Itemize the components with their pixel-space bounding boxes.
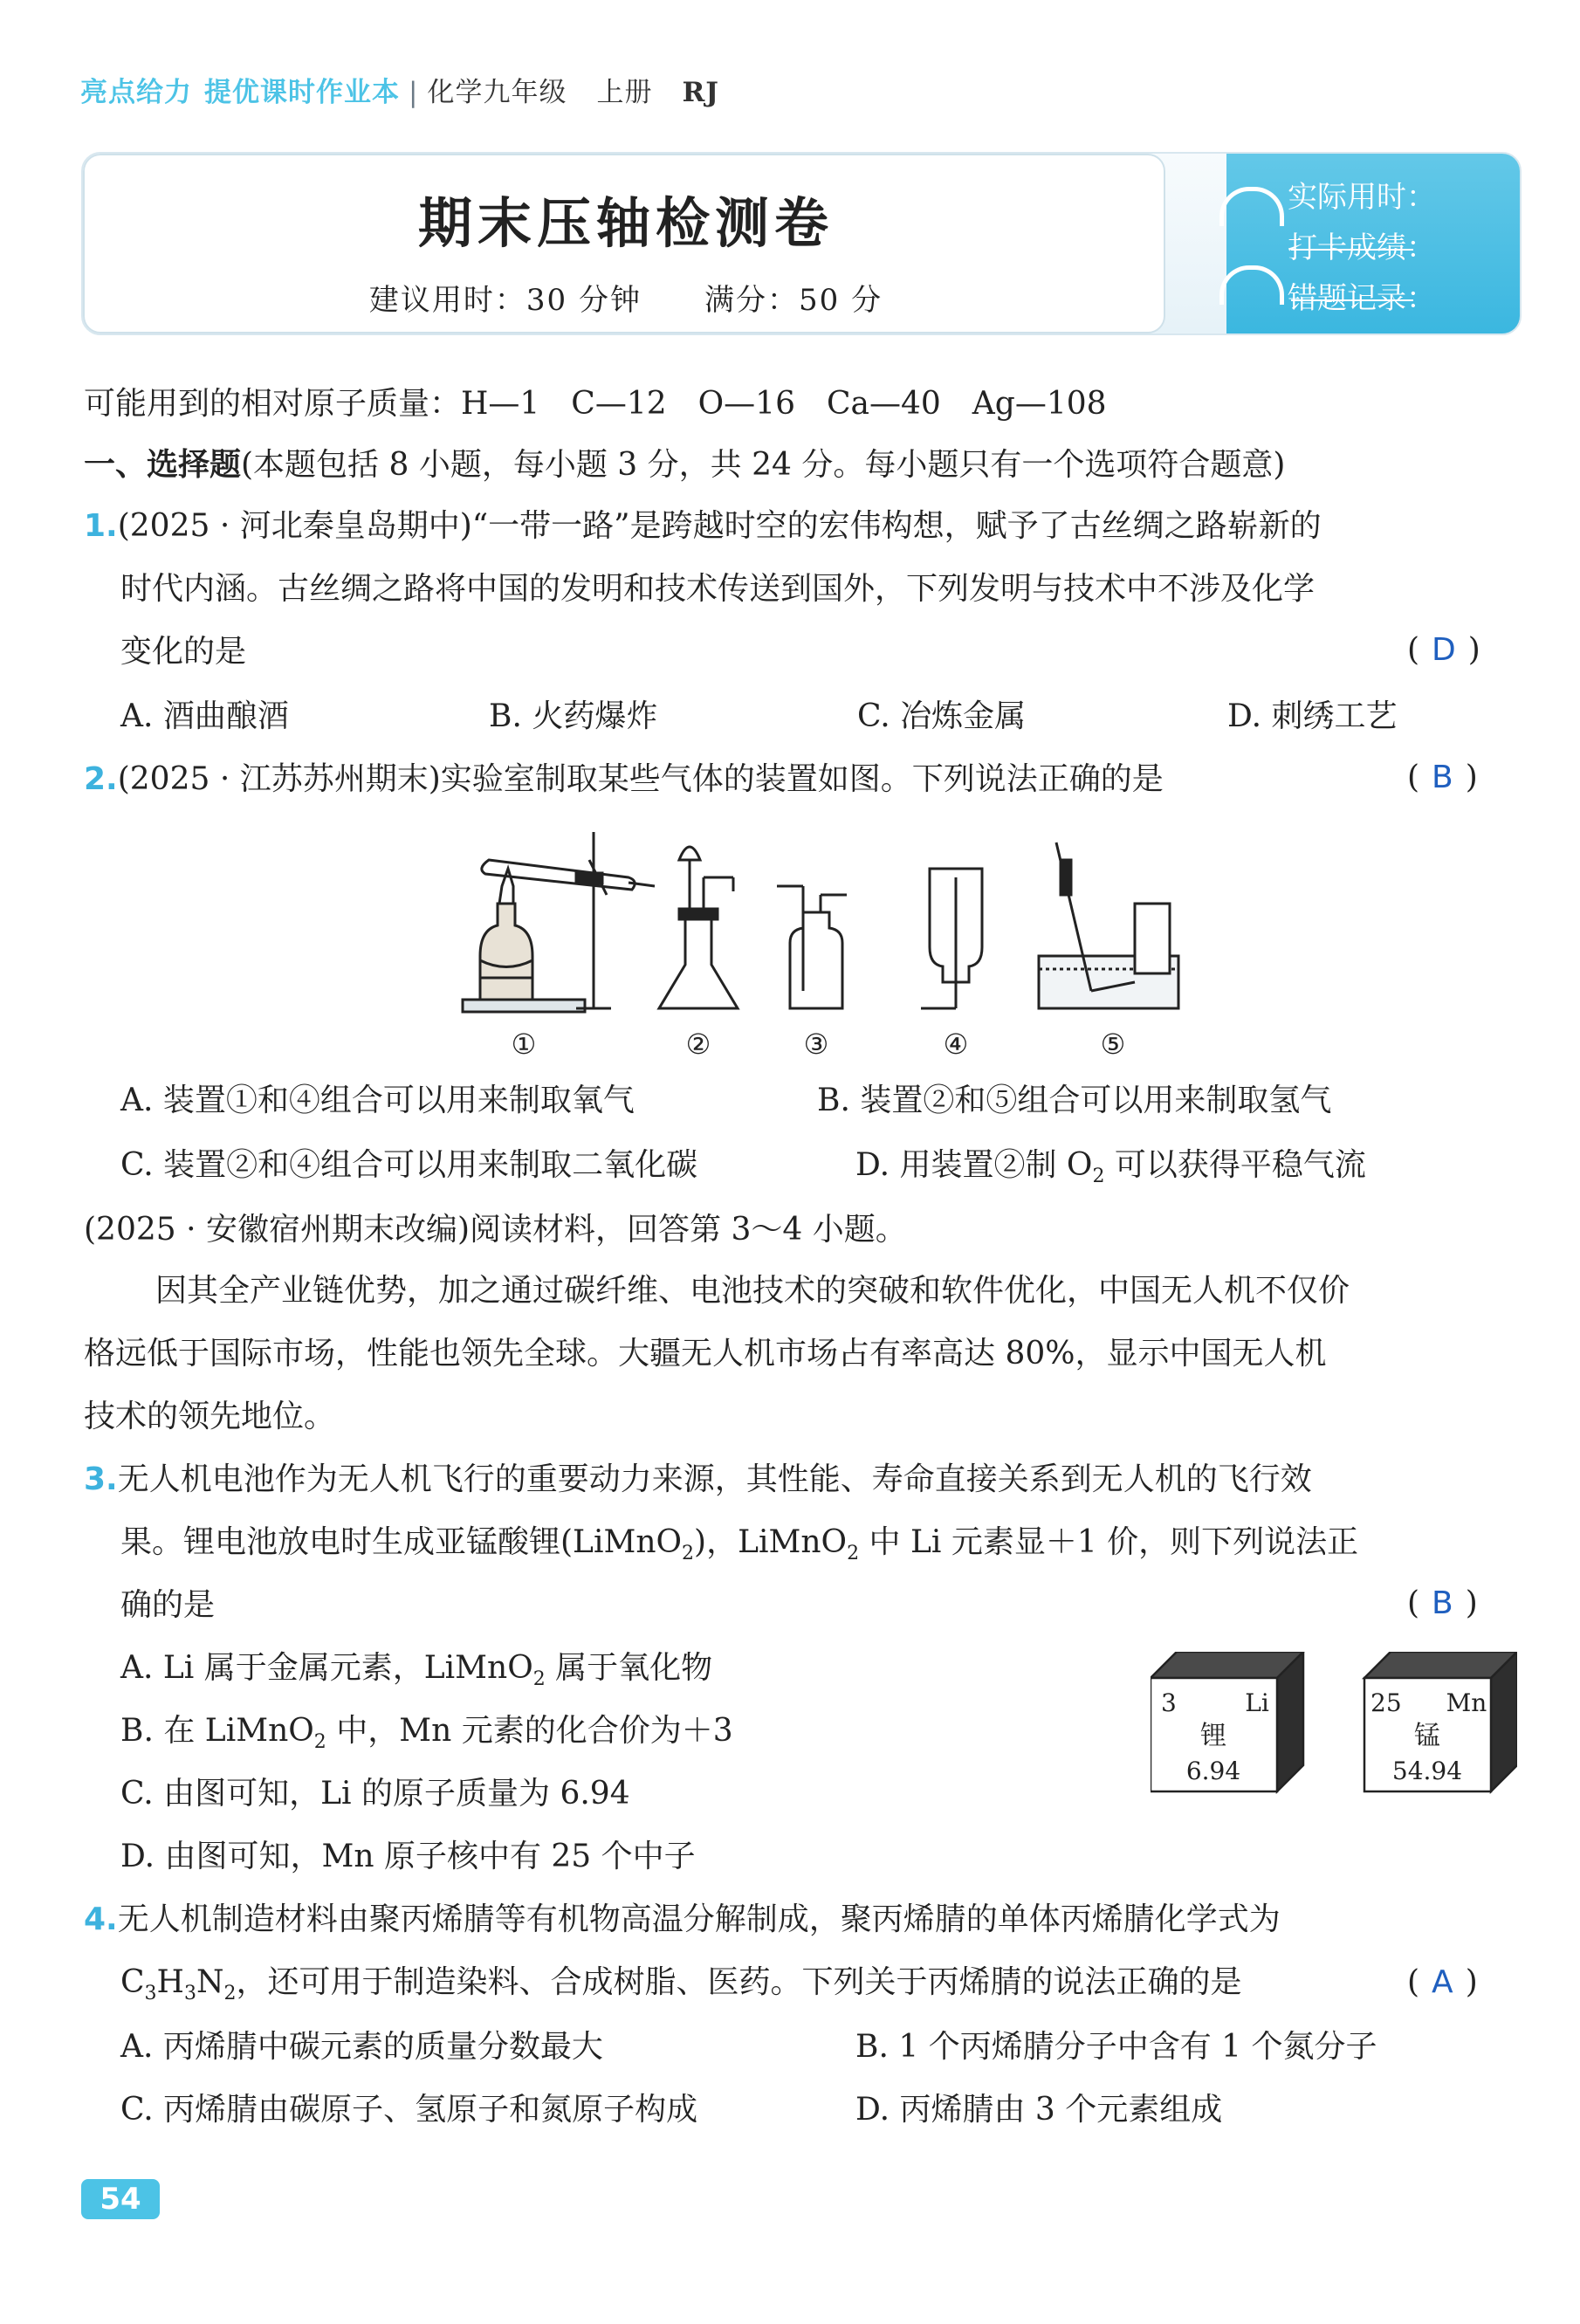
q2-option-a: A. 装置①和④组合可以用来制取氧气 — [120, 1083, 635, 1118]
volume: 上册 — [596, 77, 653, 108]
series-name: 提优课时作业本 — [204, 77, 400, 108]
apparatus-3-gas-bottle — [777, 886, 847, 1008]
page-number: 54 — [81, 2179, 160, 2219]
hook-icon — [1219, 187, 1284, 226]
edition: RJ — [682, 77, 719, 108]
q4-line1: 4.无人机制造材料由聚丙烯腈等有机物高温分解制成，聚丙烯腈的单体丙烯腈化学式为 — [84, 1901, 1281, 1937]
apparatus-1-heating-setup — [463, 832, 655, 1012]
q1-option-c: C. 冶炼金属 — [857, 698, 1027, 734]
apparatus-label-2: ② — [685, 1028, 711, 1061]
apparatus-figure — [445, 825, 1187, 1061]
brand-name: 亮点给力 — [80, 77, 192, 108]
q2-answer: ( B ) — [1407, 760, 1478, 795]
q4-answer: ( A ) — [1407, 1964, 1478, 2000]
q3-line3: 确的是 — [120, 1587, 216, 1623]
q1-option-a: A. 酒曲酿酒 — [120, 698, 289, 734]
q1-line1: 1.(2025 · 河北秦皇岛期中)“一带一路”是跨越时空的宏伟构想，赋予了古丝绸之路崭新的 — [84, 508, 1322, 544]
record-panel — [1226, 154, 1522, 333]
title-banner — [81, 152, 1522, 335]
banner-subtitle — [85, 276, 1167, 319]
q2-option-d: D. 用装置②制 $O_2$ 可以获得平稳气流 — [855, 1147, 1366, 1188]
li-name: 锂 — [1200, 1721, 1226, 1751]
li-atomic-number: 3 — [1161, 1688, 1177, 1717]
q2-line1: 2.(2025 · 江苏苏州期末)实验室制取某些气体的装置如图。下列说法正确的是 — [84, 761, 1164, 797]
q3-option-d: D. 由图可知，Mn 原子核中有 25 个中子 — [120, 1839, 696, 1874]
page-title: 期末压轴检测卷 — [417, 191, 834, 255]
q1-number: 1. — [84, 508, 118, 544]
mn-atomic-number: 25 — [1370, 1688, 1402, 1717]
q2-number: 2. — [84, 761, 118, 797]
q1-answer: ( D ) — [1407, 632, 1480, 668]
li-atomic-mass: 6.94 — [1185, 1757, 1241, 1785]
q4-line2: $C_3H_3N_2$，还可用于制造染料、合成树脂、医药。下列关于丙烯腈的说法正确的是 — [120, 1964, 1242, 2005]
q3-option-c: C. 由图可知，Li 的原子质量为 6.94 — [120, 1776, 630, 1812]
full-score: 满分：50 分 — [704, 283, 883, 318]
mn-symbol: Mn — [1446, 1688, 1487, 1717]
apparatus-2-conical-flask — [659, 847, 738, 1008]
q3-option-a: A. Li 属于金属元素，LiMnO$_2$ 属于氧化物 — [120, 1650, 713, 1691]
q4-option-d: D. 丙烯腈由 3 个元素组成 — [855, 2092, 1223, 2128]
q4-option-b: B. 1 个丙烯腈分子中含有 1 个氮分子 — [855, 2029, 1377, 2065]
section-note: (本题包括 8 小题，每小题 3 分，共 24 分。每小题只有一个选项符合题意) — [241, 447, 1286, 483]
q4-option-c: C. 丙烯腈由碳原子、氢原子和氮原子构成 — [120, 2092, 698, 2128]
q2-option-c: C. 装置②和④组合可以用来制取二氧化碳 — [120, 1147, 698, 1183]
q4-number: 4. — [84, 1901, 118, 1937]
q3-option-b: B. 在 LiMnO$_2$ 中，Mn 元素的化合价为＋3 — [120, 1713, 733, 1754]
atomic-masses: 可能用到的相对原子质量：H—1 C—12 O—16 Ca—40 Ag—108 — [84, 386, 1107, 422]
q1-option-b: B. 火药爆炸 — [489, 698, 658, 734]
q3-number: 3. — [84, 1461, 118, 1497]
suggested-time: 建议用时：30 分钟 — [368, 283, 642, 318]
section-title: 一、选择题 — [84, 447, 242, 483]
q1-option-d: D. 刺绣工艺 — [1227, 698, 1398, 734]
running-header: 亮点给力 提优课时作业本 | 化学九年级 上册 RJ — [80, 77, 719, 108]
reading-intro: (2025 · 安徽宿州期末改编)阅读材料，回答第 3～4 小题。 — [84, 1212, 907, 1248]
mn-atomic-mass: 54.94 — [1391, 1757, 1463, 1785]
record-mistakes[interactable]: 错题记录： — [1288, 274, 1522, 335]
apparatus-label-1: ① — [511, 1028, 537, 1061]
mn-name: 锰 — [1414, 1721, 1440, 1751]
element-cards-figure — [1151, 1652, 1517, 1800]
apparatus-label-4: ④ — [943, 1028, 969, 1061]
q3-answer: ( B ) — [1407, 1585, 1478, 1621]
apparatus-label-5: ⑤ — [1100, 1028, 1126, 1061]
reading-paragraph-line2: 格远低于国际市场，性能也领先全球。大疆无人机市场占有率高达 80%，显示中国无人机 — [84, 1336, 1327, 1372]
q1-line2: 时代内涵。古丝绸之路将中国的发明和技术传送到国外，下列发明与技术中不涉及化学 — [120, 571, 1316, 607]
li-symbol: Li — [1245, 1688, 1269, 1717]
section-heading — [84, 443, 1285, 487]
q1-line3: 变化的是 — [120, 634, 247, 670]
q2-option-b: B. 装置②和⑤组合可以用来制取氢气 — [817, 1083, 1332, 1118]
banner-title-panel — [83, 154, 1165, 333]
q3-line2: 果。锂电池放电时生成亚锰酸锂(LiMnO$_2$)，LiMnO$_2$ 中 Li 元素显＋1 价，则下列说法正 — [120, 1524, 1359, 1565]
apparatus-label-3: ③ — [803, 1028, 829, 1061]
apparatus-4-inverted-bottle — [921, 869, 982, 1008]
record-actual-time[interactable]: 实际用时： — [1288, 173, 1522, 251]
record-score[interactable]: 打卡成绩： — [1288, 223, 1522, 301]
subject-grade: 化学九年级 — [427, 77, 567, 108]
q3-line1: 3.无人机电池作为无人机飞行的重要动力来源，其性能、寿命直接关系到无人机的飞行效 — [84, 1461, 1312, 1497]
apparatus-5-water-trough — [1039, 842, 1178, 1008]
hook-icon — [1219, 265, 1284, 305]
reading-paragraph-line1: 因其全产业链优势，加之通过碳纤维、电池技术的突破和软件优化，中国无人机不仅价 — [155, 1273, 1350, 1309]
reading-paragraph-line3: 技术的领先地位。 — [84, 1399, 336, 1434]
q4-option-a: A. 丙烯腈中碳元素的质量分数最大 — [120, 2029, 603, 2065]
